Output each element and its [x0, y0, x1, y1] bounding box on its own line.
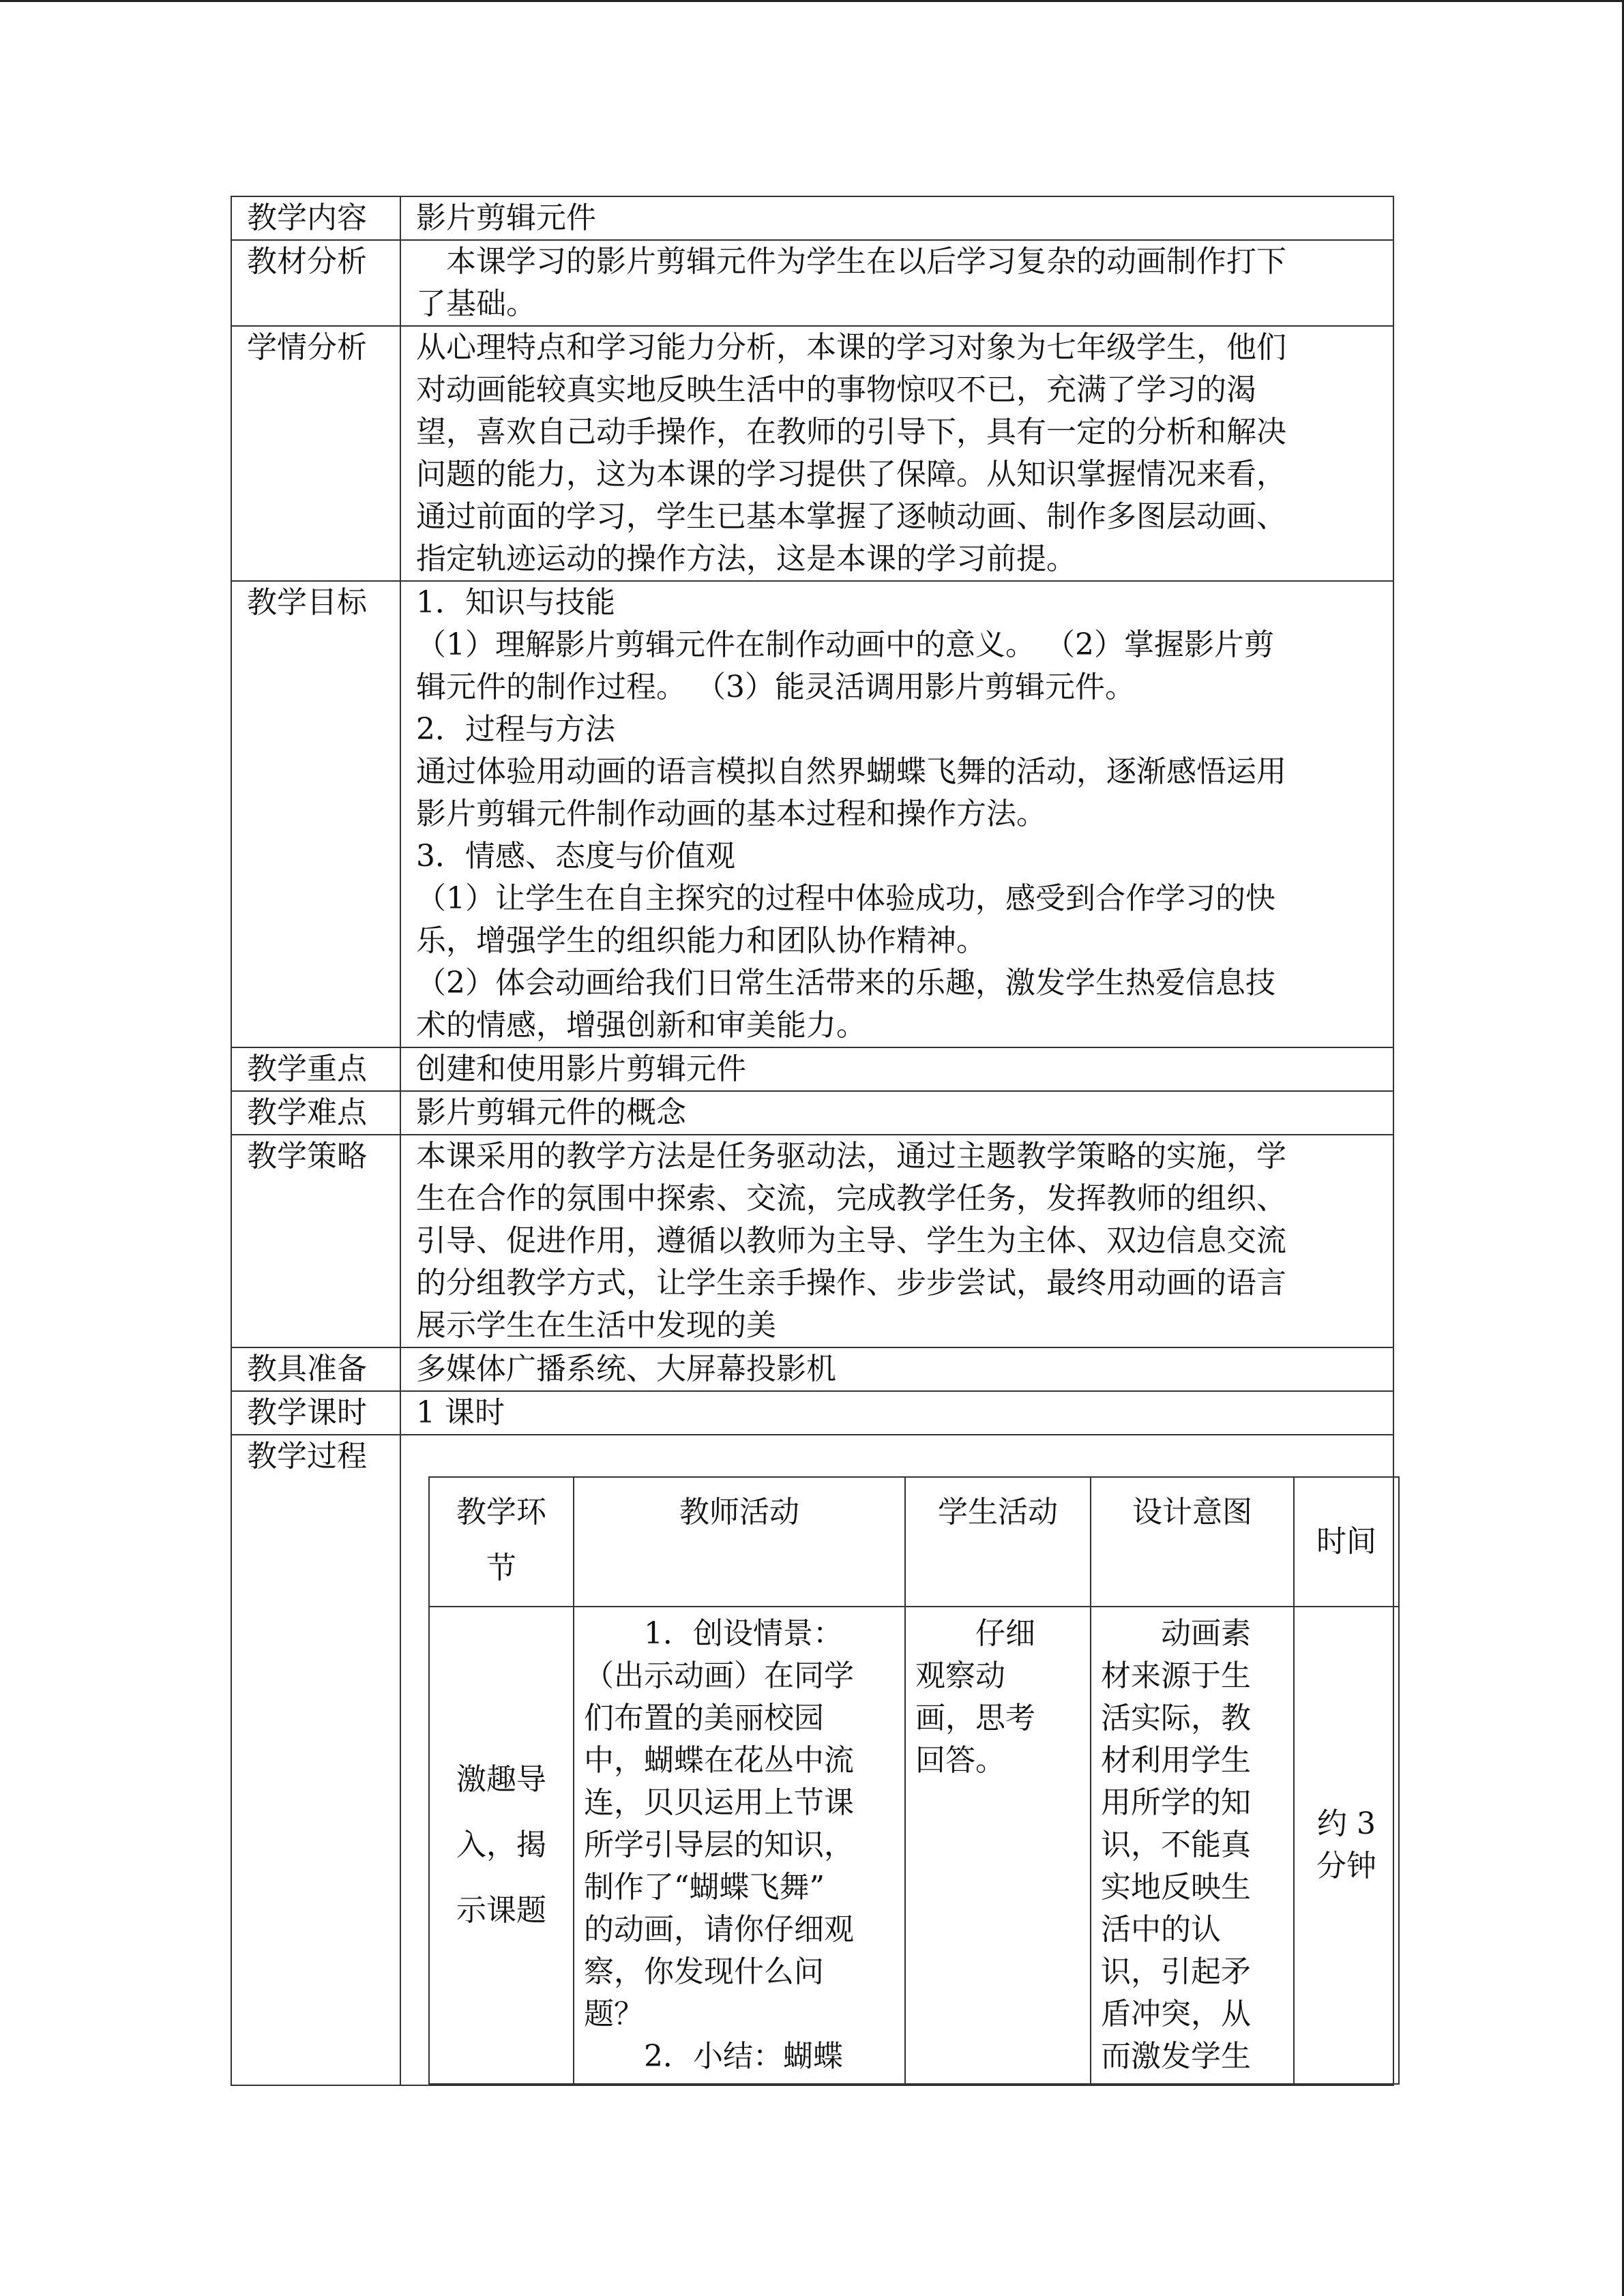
process-row: [429, 1607, 1399, 2084]
value-strategy: [400, 1135, 1393, 1347]
text-line: 本课采用的教学方法是任务驱动法，通过主题教学策略的实施，学: [416, 1139, 1286, 1174]
text-line: 教学环: [456, 1495, 546, 1530]
header-intent: 设计意图: [1091, 1477, 1294, 1607]
text-line: 用所学的知: [1101, 1785, 1251, 1820]
row-students: [231, 326, 1393, 581]
label-students: 学情分析: [231, 326, 400, 581]
text-line: 激趣导: [456, 1762, 546, 1797]
text-line: 了基础。: [416, 286, 536, 321]
label-key: 教学重点: [231, 1047, 400, 1091]
row-content: [231, 196, 1393, 240]
text-line: 题？: [584, 1997, 644, 2031]
text-line: 实地反映生: [1101, 1870, 1251, 1905]
text-line: 节: [486, 1551, 516, 1585]
lesson-plan-table: [231, 196, 1394, 2086]
row-key: [231, 1047, 1393, 1091]
text-line: 制作了“蝴蝶飞舞”: [584, 1870, 825, 1905]
value-key: 创建和使用影片剪辑元件: [400, 1047, 1393, 1091]
value-content: 影片剪辑元件: [400, 196, 1393, 240]
text-line: 2．过程与方法: [416, 712, 615, 747]
text-line: 1．知识与技能: [416, 585, 615, 620]
text-line: 识，引起矛: [1101, 1954, 1251, 1989]
text-line: 观察动: [915, 1658, 1005, 1693]
process-spacer: [401, 1435, 1393, 1476]
row-material: [231, 240, 1393, 326]
text-line: 3．情感、态度与价值观: [416, 839, 735, 874]
label-strategy: 教学策略: [231, 1135, 400, 1347]
text-line: 辑元件的制作过程。 （3）能灵活调用影片剪辑元件。: [416, 670, 1135, 704]
label-hours: 教学课时: [231, 1391, 400, 1435]
text-line: 材利用学生: [1101, 1743, 1251, 1778]
time-cell: [1294, 1607, 1399, 2084]
text-line: 回答。: [915, 1743, 1005, 1778]
text-line: 从心理特点和学习能力分析，本课的学习对象为七年级学生，他们: [416, 330, 1286, 365]
label-material: 教材分析: [231, 240, 400, 326]
text-line: 仔细: [915, 1616, 1035, 1651]
label-tools: 教具准备: [231, 1347, 400, 1391]
text-line: 问题的能力，这为本课的学习提供了保障。从知识掌握情况来看，: [416, 457, 1286, 492]
value-difficult: 影片剪辑元件的概念: [400, 1091, 1393, 1135]
text-line: 乐，增强学生的组织能力和团队协作精神。: [416, 923, 986, 958]
text-line: 们布置的美丽校园: [584, 1701, 824, 1735]
design-intent-cell: [1091, 1607, 1294, 2084]
text-line: 望，喜欢自己动手操作，在教师的引导下，具有一定的分析和解决: [416, 415, 1286, 449]
text-line: 影片剪辑元件制作动画的基本过程和操作方法。: [416, 796, 1046, 831]
text-line: 引导、促进作用，遵循以教师为主导、学生为主体、双边信息交流: [416, 1223, 1286, 1258]
text-line: 通过前面的学习，学生已基本掌握了逐帧动画、制作多图层动画、: [416, 499, 1286, 534]
value-hours: 1 课时: [400, 1391, 1393, 1435]
header-student: 学生活动: [905, 1477, 1091, 1607]
text-line: 识，不能真: [1101, 1828, 1251, 1862]
text-line: 活中的认: [1101, 1912, 1221, 1947]
text-line: （2）体会动画给我们日常生活带来的乐趣，激发学生热爱信息技: [416, 966, 1275, 1000]
process-table: [428, 1476, 1400, 2085]
row-hours: [231, 1391, 1393, 1435]
header-time: 时间: [1294, 1477, 1399, 1607]
text-line: 画，思考: [915, 1701, 1035, 1735]
stage-cell: [429, 1607, 574, 2084]
page-top-border: [0, 0, 1624, 2]
text-line: 生在合作的氛围中探索、交流，完成教学任务，发挥教师的组织、: [416, 1181, 1286, 1216]
text-line: 约 3: [1317, 1806, 1376, 1841]
text-line: 连，贝贝运用上节课: [584, 1785, 854, 1820]
text-line: 所学引导层的知识，: [584, 1828, 854, 1862]
text-line: 而激发学生: [1101, 2039, 1251, 2074]
text-line: 分钟: [1316, 1849, 1376, 1883]
text-line: 对动画能较真实地反映生活中的事物惊叹不已，充满了学习的渴: [416, 372, 1256, 407]
value-process: [400, 1435, 1393, 2085]
label-difficult: 教学难点: [231, 1091, 400, 1135]
text-line: 入，揭: [456, 1828, 546, 1862]
header-stage: [429, 1477, 574, 1607]
row-strategy: [231, 1135, 1393, 1347]
text-line: 的动画，请你仔细观: [584, 1912, 854, 1947]
label-content: 教学内容: [231, 196, 400, 240]
row-goals: [231, 581, 1393, 1047]
value-students: [400, 326, 1393, 581]
value-goals: [400, 581, 1393, 1047]
text-line: 中，蝴蝶在花丛中流: [584, 1743, 854, 1778]
text-line: 动画素: [1101, 1616, 1251, 1651]
process-header-row: [429, 1477, 1399, 1607]
text-line: 察，你发现什么问: [584, 1954, 824, 1989]
text-line: 展示学生在生活中发现的美: [416, 1308, 776, 1343]
label-goals: 教学目标: [231, 581, 400, 1047]
text-line: 的分组教学方式，让学生亲手操作、步步尝试，最终用动画的语言: [416, 1266, 1286, 1300]
value-material: [400, 240, 1393, 326]
text-line: 盾冲突，从: [1101, 1997, 1251, 2031]
text-line: 术的情感，增强创新和审美能力。: [416, 1008, 866, 1043]
teacher-activity-cell: [574, 1607, 905, 2084]
text-line: 2．小结：蝴蝶: [584, 2039, 843, 2074]
text-line: （1）让学生在自主探究的过程中体验成功，感受到合作学习的快: [416, 881, 1275, 916]
text-line: 本课学习的影片剪辑元件为学生在以后学习复杂的动画制作打下: [416, 244, 1286, 279]
text-line: 材来源于生: [1101, 1658, 1251, 1693]
row-difficult: [231, 1091, 1393, 1135]
text-line: 通过体验用动画的语言模拟自然界蝴蝶飞舞的活动，逐渐感悟运用: [416, 754, 1286, 789]
text-line: （出示动画）在同学: [584, 1658, 854, 1693]
text-line: （1）理解影片剪辑元件在制作动画中的意义。 （2）掌握影片剪: [416, 627, 1274, 662]
label-process: 教学过程: [231, 1435, 400, 2085]
row-tools: [231, 1347, 1393, 1391]
student-activity-cell: [905, 1607, 1091, 2084]
text-line: 1．创设情景：: [584, 1616, 843, 1651]
text-line: 示课题: [456, 1893, 546, 1928]
text-line: 活实际，教: [1101, 1701, 1251, 1735]
value-tools: 多媒体广播系统、大屏幕投影机: [400, 1347, 1393, 1391]
row-process: [231, 1435, 1393, 2085]
header-teacher: 教师活动: [574, 1477, 905, 1607]
text-line: 指定轨迹运动的操作方法，这是本课的学习前提。: [416, 541, 1076, 576]
